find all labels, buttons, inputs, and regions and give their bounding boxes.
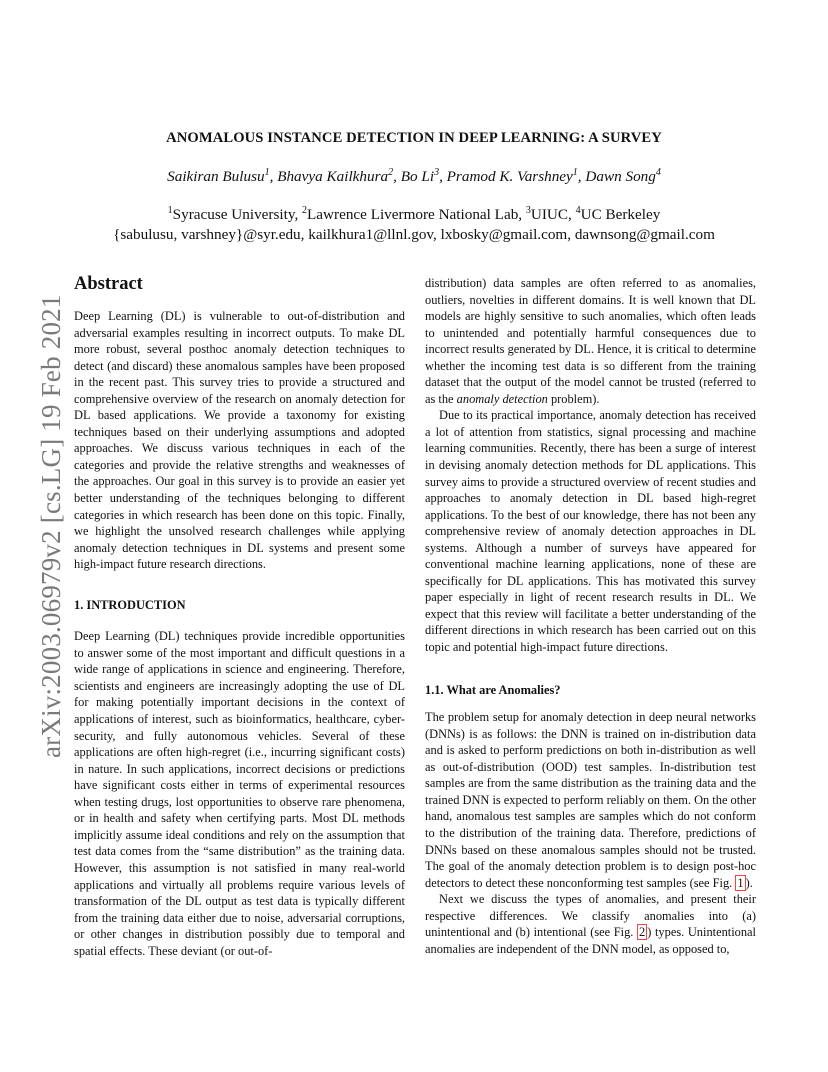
author-name: Saikiran Bulusu — [167, 168, 265, 185]
affiliation-mark: 3 — [525, 205, 531, 216]
author-affiliation-mark: 4 — [655, 167, 661, 178]
figure-1-link[interactable]: 1 — [737, 875, 744, 890]
subsection-heading-anomalies: 1.1. What are Anomalies? — [425, 682, 561, 697]
author-affiliation-mark: 1 — [572, 167, 578, 178]
affiliation-mark: 1 — [167, 205, 173, 216]
intro-paragraph-1 — [74, 628, 405, 959]
affiliation-mark: 2 — [302, 205, 308, 216]
intro-paragraph-1-continued-text: distribution) data samples are often referred to as anomalies, outliers, novelties in different domains. It is well known that DL models are highly sensitive to such anomalies, which often leads to unintended and potentially harmful consequences due to incorrect results generated by DL. Hence, it is critical to determine whether the incoming test data is so different from the training dataset that the output of the model cannot be trusted (referred to as the — [425, 276, 756, 406]
author-affiliation-mark: 3 — [434, 167, 440, 178]
abstract-heading: Abstract — [74, 274, 143, 294]
email-line: {sabulusu, varshney}@syr.edu, kailkhura1@llnl.gov, lxbosky@gmail.com, dawnsong@gmail.com — [113, 226, 715, 243]
paper-title: ANOMALOUS INSTANCE DETECTION IN DEEP LEARNING: A SURVEY — [166, 130, 662, 146]
anomalies-paragraph-1-end: ). — [745, 875, 753, 890]
figure-2-link[interactable]: 2 — [639, 925, 646, 940]
author-affiliation-mark: 1 — [264, 167, 270, 178]
author-name: Pramod K. Varshney — [446, 168, 573, 185]
author-name: Bhavya Kailkhura — [277, 168, 389, 185]
author-list: Saikiran Bulusu$^1$, Bhavya Kailkhura$^2$, Bo Li$^3$, Pramod K. Varshney$^1$, Dawn Song$^4$ — [167, 167, 661, 185]
arxiv-stamp — [22, 288, 66, 758]
anomalies-paragraph-1 — [425, 709, 756, 891]
author-affiliation-mark: 2 — [388, 167, 394, 178]
affiliation-name: UIUC — [530, 206, 569, 223]
affiliation-name: Syracuse University — [172, 206, 295, 223]
intro-paragraph-1-continued — [425, 275, 756, 407]
author-name: Dawn Song — [585, 168, 656, 185]
anomalies-paragraph-1-text: The problem setup for anomaly detection in deep neural networks (DNNs) is as follows: the DNN is trained on in-distribution data and is asked to perform predictions on both in-distribution as well as out-of-distribution (OOD) test samples. In-distribution test samples are from the same distribution as the training data and the trained DNN is expected to perform reliably on them. On the other hand, anomalous test samples are samples which do not conform to the distribution of the training data. Therefore, predictions of DNNs based on these anomalous samples should not be trusted. The goal of the anomaly detection problem is to design post-hoc detectors to detect these nonconforming test samples (see Fig. — [425, 710, 757, 890]
affiliation-mark: 4 — [575, 205, 581, 216]
abstract-text: Deep Learning (DL) is vulnerable to out-of-distribution and adversarial examples resulting in incorrect outputs. To make DL more robust, several posthoc anomaly detection techniques to detect (and discard) these anomalous samples have been proposed in the recent past. This survey tries to provide a structured and comprehensive overview of the research on anomaly detection for DL based applications. We provide a taxonomy for existing techniques based on their underlying assumptions and adopted approaches. We discuss various techniques in each of the categories and provide the relative strengths and weaknesses of the approaches. Our goal in this survey is to provide an easier yet better understanding of the techniques belonging to different categories in which research has been done on this topic. Finally, we highlight the unsolved research challenges while applying anomaly detection techniques in DL systems and present some high-impact future research directions. — [74, 309, 405, 572]
intro-paragraph-1-text: Deep Learning (DL) techniques provide incredible opportunities to answer some of the most important and difficult questions in a wide range of applications in science and engineering. Therefore, scientists and engineers are increasingly adopting the use of DL for making potentially important decisions in the context of applications of interest, such as bioinformatics, healthcare, cyber-security, and fully autonomous vehicles. Several of these applications are often high-regret (i.e., incurring significant costs) in nature. In such applications, incorrect decisions or predictions have significant costs either in terms of experimental resources when testing drugs, lost opportunities to observe rare phenomena, or in health and safety when certifying parts. Most DL methods implicitly assume ideal conditions and rely on the assumption that test data comes from the “same distribution” as the training data. However, this assumption is not satisfied in many real-world applications and virtually all problems require various levels of transformation of the DL output as test data is typically different from the training data either due to noise, adversarial corruptions, or other changes in distribution possibly due to temporal and spatial effects. These deviant (or out-of- — [74, 629, 405, 958]
anomalies-paragraph-2-end: ) types. Unintentional anomalies are independent of the DNN model, as opposed to, — [425, 925, 756, 956]
affiliations-block — [0, 205, 828, 245]
anomalies-paragraph-2-text: Next we discuss the types of anomalies, and present their respective differences. We classify anomalies into (a) unintentional and (b) intentional (see Fig. — [425, 892, 756, 940]
affiliation-name: Lawrence Livermore National Lab — [307, 206, 519, 223]
affiliation-name: UC Berkeley — [580, 206, 661, 223]
author-name: Bo Li — [400, 168, 435, 185]
anomalies-paragraph-2 — [425, 891, 756, 957]
intro-paragraph-2: Due to its practical importance, anomaly detection has received a lot of attention from statistics, signal processing and machine learning communities. Recently, there has been a surge of interest in devising anomaly detection methods for DL applications. This survey aims to provide a structured overview of recent studies and approaches to anomaly detection in DL based high-regret applications. To the best of our knowledge, there has not been any comprehensive review of anomaly detection approaches in DL systems. Although a number of surveys have appeared for conventional machine learning applications, none of these are specifically for DL applications. This has motivated this survey paper especially in light of recent research results in DL. We expect that this review will facilitate a better understanding of the different directions in which research has been carried out on this topic and potential high-impact future directions. — [425, 408, 756, 655]
affiliation-line: $^1$Syracuse University, $^2$Lawrence Livermore National Lab, $^3$UIUC, $^4$UC Berkeley — [167, 205, 661, 223]
left-column — [74, 308, 405, 959]
emphasis-anomaly-detection: anomaly detection — [456, 391, 548, 406]
section-heading-introduction: 1. INTRODUCTION — [74, 597, 186, 612]
intro-paragraph-1-end: problem). — [550, 391, 600, 406]
right-column — [425, 275, 756, 957]
arxiv-identifier: arXiv:2003.06979v2 [cs.LG] 19 Feb 2021 — [36, 294, 66, 758]
